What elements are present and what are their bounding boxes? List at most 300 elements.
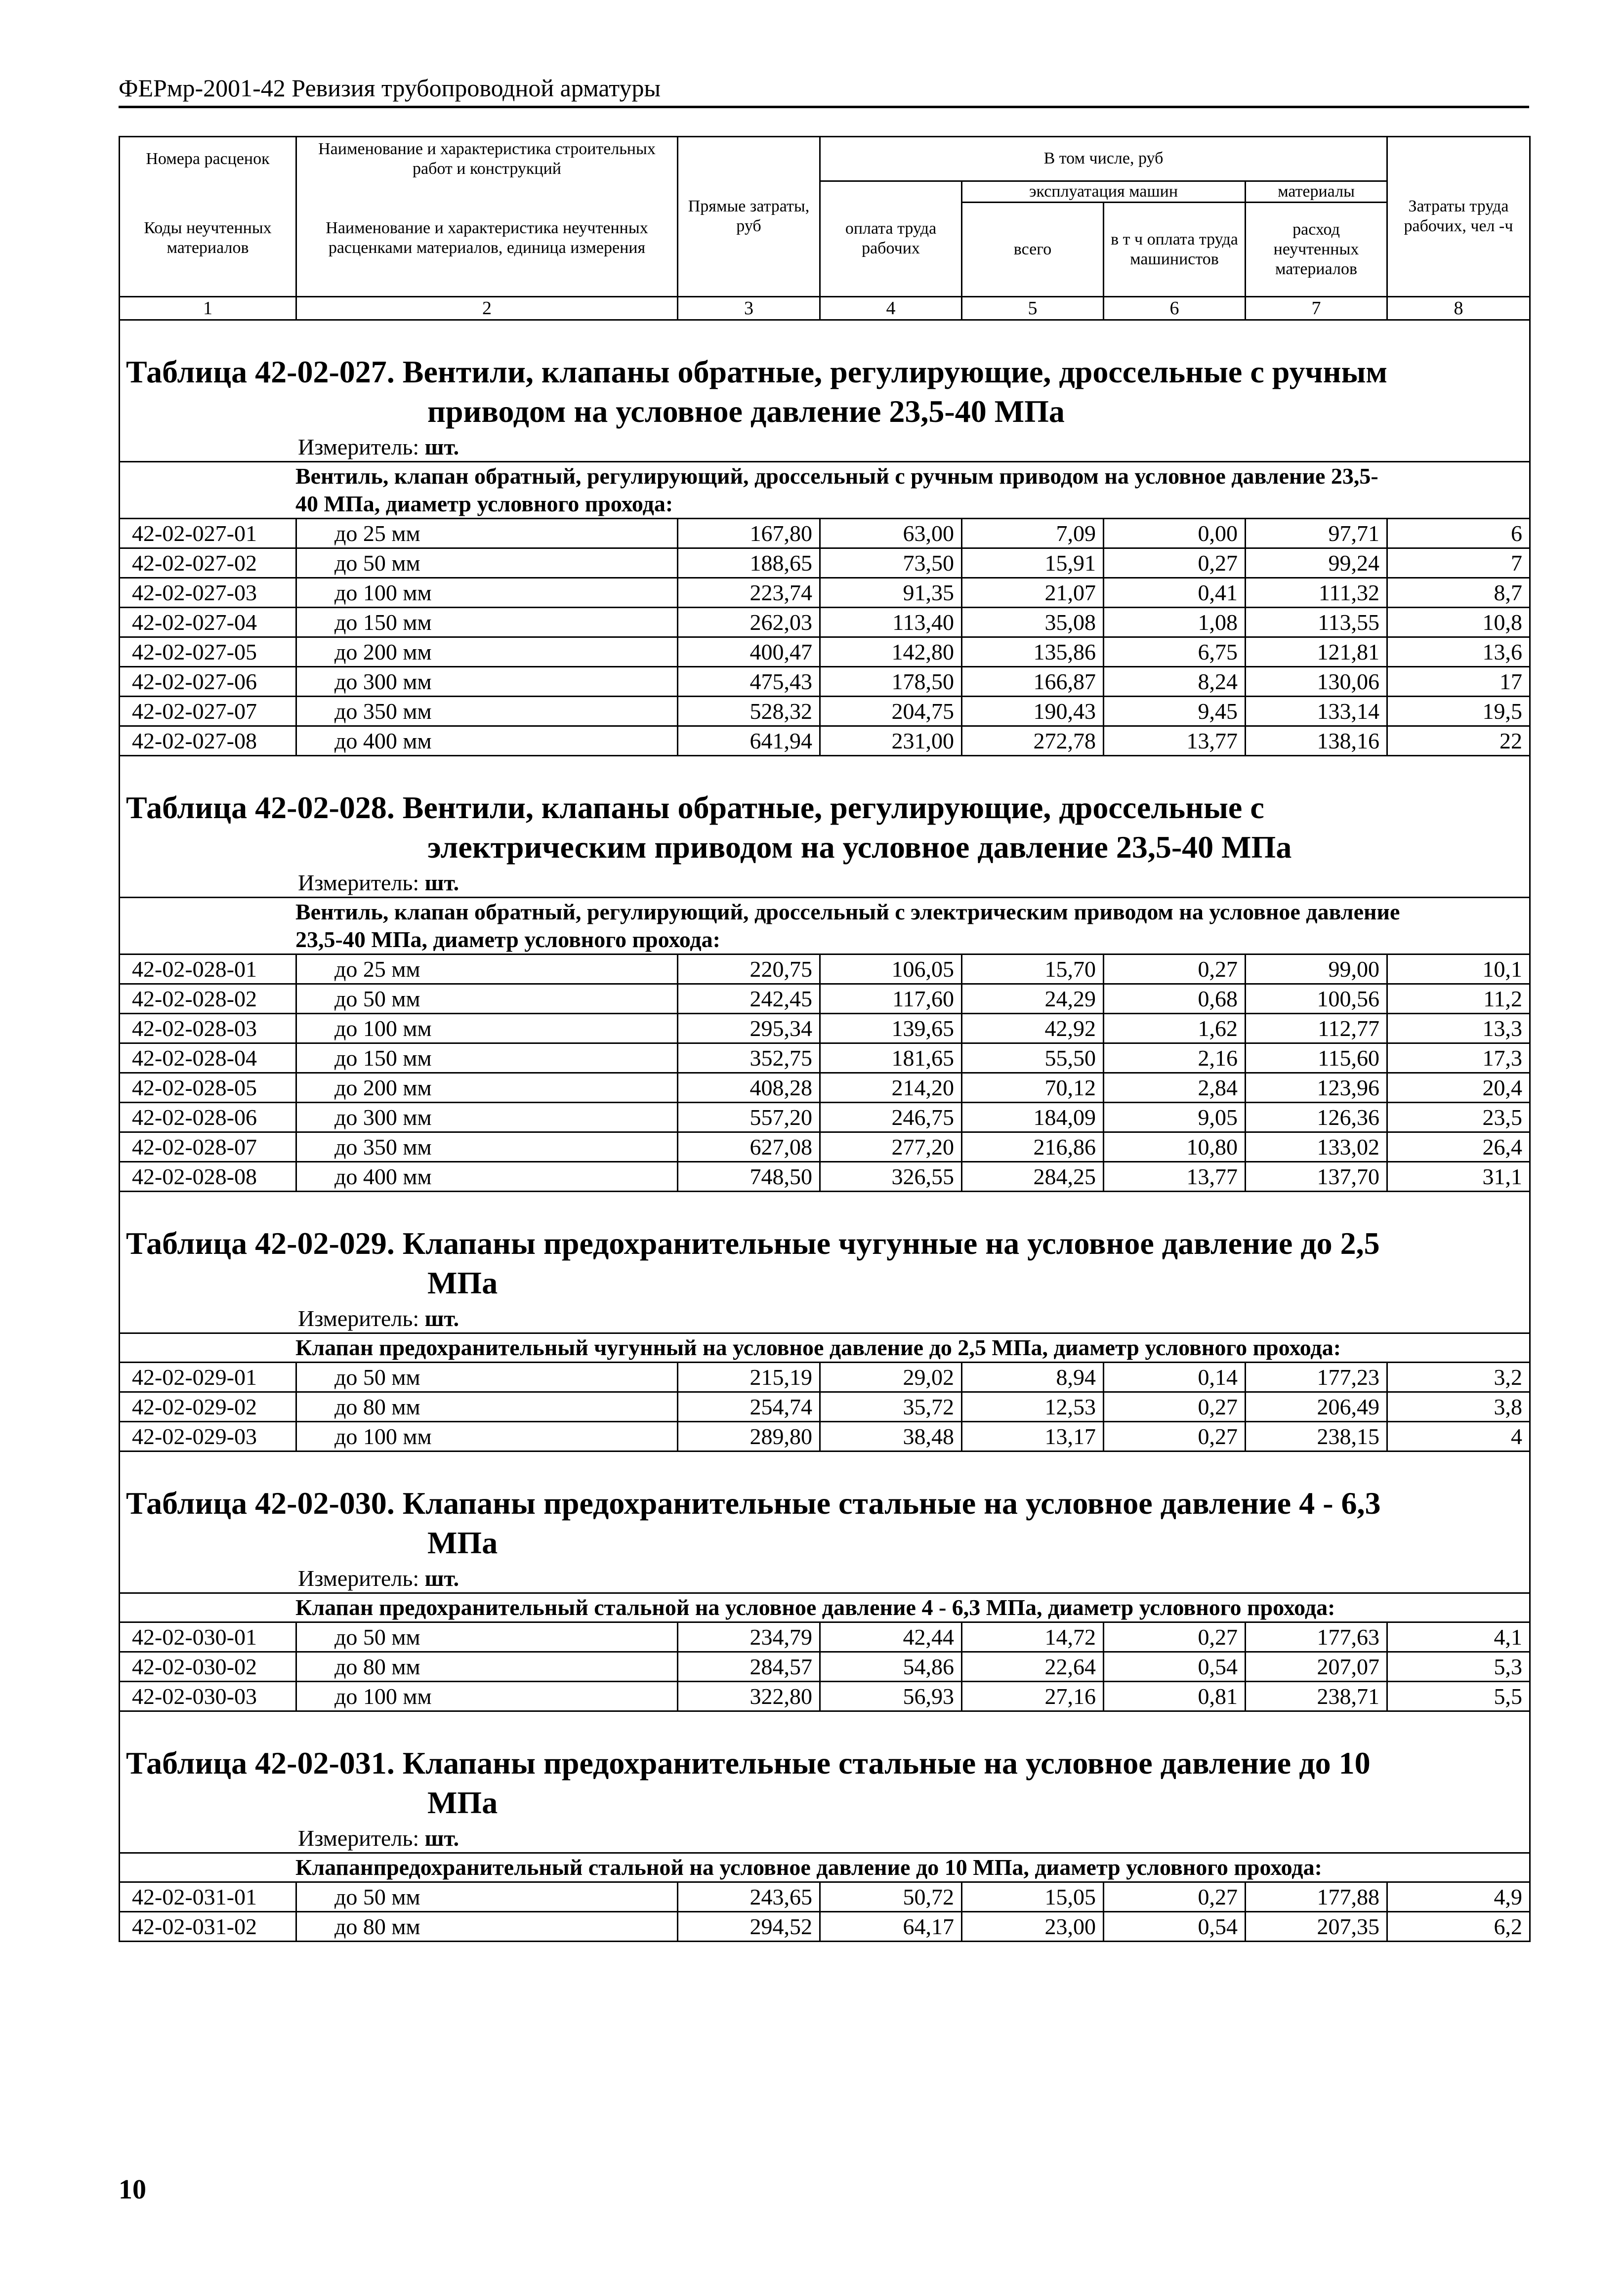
rate-code: 42-02-030-01 (120, 1622, 296, 1652)
rates-table (119, 136, 1531, 1942)
labor-hours: 11,2 (1387, 984, 1530, 1013)
materials-expense: 99,24 (1246, 548, 1387, 578)
table-row (120, 637, 1530, 666)
labor-pay: 54,86 (820, 1652, 962, 1681)
labor-hours: 5,3 (1387, 1652, 1530, 1681)
labor-hours: 17,3 (1387, 1043, 1530, 1073)
labor-pay: 42,44 (820, 1622, 962, 1652)
direct-costs: 748,50 (678, 1161, 820, 1191)
measure-cell (120, 1303, 1530, 1333)
section-gap (120, 1451, 1530, 1484)
labor-hours: 8,7 (1387, 578, 1530, 607)
description-line2: 23,5-40 МПа, диаметр условного прохода: (295, 926, 720, 952)
rate-name: до 300 мм (296, 666, 678, 696)
materials-expense: 177,63 (1246, 1622, 1387, 1652)
machinist-pay: 0,41 (1104, 578, 1246, 607)
table-title-cell (120, 788, 1530, 867)
direct-costs: 322,80 (678, 1681, 820, 1711)
table-row (120, 1882, 1530, 1911)
col-number: 4 (820, 296, 962, 320)
table-title-row (120, 1743, 1530, 1823)
table-row (120, 1652, 1530, 1681)
machines-total: 166,87 (962, 666, 1104, 696)
table-title-line1: Таблица 42-02-029. Клапаны предохранительные чугунные на условное давление до 2,5 (126, 1225, 1380, 1261)
materials-expense: 97,71 (1246, 518, 1387, 548)
rate-name: до 80 мм (296, 1911, 678, 1941)
table-title-line2: МПа (427, 1265, 498, 1300)
description-cell (120, 1853, 1530, 1882)
table-title-cell (120, 1743, 1530, 1823)
table-title-row (120, 788, 1530, 867)
measure-label: Измеритель: (298, 1305, 419, 1331)
labor-pay: 246,75 (820, 1102, 962, 1132)
materials-expense: 115,60 (1246, 1043, 1387, 1073)
header-total: всего (962, 202, 1104, 296)
description-cell (120, 1593, 1530, 1622)
direct-costs: 234,79 (678, 1622, 820, 1652)
labor-pay: 56,93 (820, 1681, 962, 1711)
machines-total: 13,17 (962, 1421, 1104, 1451)
measure-row (120, 1303, 1530, 1333)
rate-code: 42-02-027-01 (120, 518, 296, 548)
machinist-pay: 9,05 (1104, 1102, 1246, 1132)
labor-hours: 13,6 (1387, 637, 1530, 666)
description-row (120, 1853, 1530, 1882)
labor-pay: 38,48 (820, 1421, 962, 1451)
direct-costs: 557,20 (678, 1102, 820, 1132)
rate-code: 42-02-029-02 (120, 1392, 296, 1421)
direct-costs: 352,75 (678, 1043, 820, 1073)
rate-name: до 25 мм (296, 954, 678, 984)
table-row (120, 1622, 1530, 1652)
rate-name: до 150 мм (296, 607, 678, 637)
col-number: 5 (962, 296, 1104, 320)
rate-name: до 200 мм (296, 1073, 678, 1102)
measure-label: Измеритель: (298, 1825, 419, 1851)
machinist-pay: 10,80 (1104, 1132, 1246, 1161)
labor-hours: 4,1 (1387, 1622, 1530, 1652)
table-title-line2: приводом на условное давление 23,5-40 МПа (427, 393, 1065, 429)
labor-hours: 7 (1387, 548, 1530, 578)
table-row (120, 578, 1530, 607)
labor-hours: 31,1 (1387, 1161, 1530, 1191)
labor-pay: 178,50 (820, 666, 962, 696)
section-gap (120, 320, 1530, 352)
labor-hours: 17 (1387, 666, 1530, 696)
table-title-line2: электрическим приводом на условное давление 23,5-40 МПа (427, 829, 1292, 865)
machines-total: 15,70 (962, 954, 1104, 984)
measure-cell (120, 1823, 1530, 1853)
direct-costs: 242,45 (678, 984, 820, 1013)
labor-hours: 20,4 (1387, 1073, 1530, 1102)
machines-total: 184,09 (962, 1102, 1104, 1132)
measure-value: шт. (424, 1825, 459, 1851)
machinist-pay: 0,27 (1104, 1882, 1246, 1911)
rate-code: 42-02-029-03 (120, 1421, 296, 1451)
table-row (120, 696, 1530, 726)
rate-name: до 400 мм (296, 1161, 678, 1191)
machines-total: 190,43 (962, 696, 1104, 726)
rate-name: до 350 мм (296, 696, 678, 726)
measure-row (120, 867, 1530, 898)
header-labor: Затраты труда рабочих, чел -ч (1387, 137, 1530, 297)
direct-costs: 254,74 (678, 1392, 820, 1421)
machines-total: 55,50 (962, 1043, 1104, 1073)
rate-code: 42-02-028-04 (120, 1043, 296, 1073)
labor-hours: 4 (1387, 1421, 1530, 1451)
header-numbers-row (120, 296, 1530, 320)
direct-costs: 295,34 (678, 1013, 820, 1043)
rate-code: 42-02-028-07 (120, 1132, 296, 1161)
measure-label: Измеритель: (298, 434, 419, 459)
materials-expense: 126,36 (1246, 1102, 1387, 1132)
header-names-top: Наименование и характеристика строительных работ и конструкций (296, 137, 678, 181)
direct-costs: 627,08 (678, 1132, 820, 1161)
col-number: 1 (120, 296, 296, 320)
measure-cell (120, 867, 1530, 898)
direct-costs: 262,03 (678, 607, 820, 637)
measure-value: шт. (424, 1305, 459, 1331)
machines-total: 70,12 (962, 1073, 1104, 1102)
rate-name: до 50 мм (296, 984, 678, 1013)
measure-value: шт. (424, 1565, 459, 1591)
machinist-pay: 0,27 (1104, 1421, 1246, 1451)
header-machines: эксплуатация машин (962, 181, 1246, 202)
direct-costs: 294,52 (678, 1911, 820, 1941)
machines-total: 27,16 (962, 1681, 1104, 1711)
measure-label: Измеритель: (298, 1565, 419, 1591)
rate-name: до 25 мм (296, 518, 678, 548)
table-row (120, 1013, 1530, 1043)
materials-expense: 177,88 (1246, 1882, 1387, 1911)
direct-costs: 215,19 (678, 1362, 820, 1392)
table-title-cell (120, 352, 1530, 431)
rate-code: 42-02-028-06 (120, 1102, 296, 1132)
labor-pay: 106,05 (820, 954, 962, 984)
header-codes-top: Номера расценок (120, 137, 296, 181)
machines-total: 42,92 (962, 1013, 1104, 1043)
table-row (120, 1161, 1530, 1191)
header-rule (119, 106, 1529, 108)
machines-total: 15,05 (962, 1882, 1104, 1911)
materials-expense: 207,35 (1246, 1911, 1387, 1941)
table-row (120, 984, 1530, 1013)
rate-code: 42-02-027-06 (120, 666, 296, 696)
table-row (120, 1421, 1530, 1451)
machinist-pay: 0,27 (1104, 954, 1246, 984)
description-line1: Вентиль, клапан обратный, регулирующий, дроссельный с ручным приводом на условное давление 23,5- (295, 463, 1378, 489)
header-row-1 (120, 137, 1530, 181)
materials-expense: 121,81 (1246, 637, 1387, 666)
direct-costs: 284,57 (678, 1652, 820, 1681)
machinist-pay: 2,16 (1104, 1043, 1246, 1073)
labor-pay: 73,50 (820, 548, 962, 578)
machines-total: 216,86 (962, 1132, 1104, 1161)
direct-costs: 475,43 (678, 666, 820, 696)
labor-pay: 50,72 (820, 1882, 962, 1911)
labor-hours: 19,5 (1387, 696, 1530, 726)
measure-value: шт. (424, 434, 459, 459)
section-gap-cell (120, 1451, 1530, 1484)
description-cell (120, 461, 1530, 518)
machines-total: 23,00 (962, 1911, 1104, 1941)
running-header: ФЕРмр-2001-42 Ревизия трубопроводной арматуры (119, 74, 661, 102)
machinist-pay: 13,77 (1104, 726, 1246, 755)
table-title (126, 1484, 1529, 1563)
machinist-pay: 0,27 (1104, 1392, 1246, 1421)
direct-costs: 220,75 (678, 954, 820, 984)
materials-expense: 133,02 (1246, 1132, 1387, 1161)
rate-name: до 150 мм (296, 1043, 678, 1073)
section-gap (120, 1191, 1530, 1224)
table-row (120, 1911, 1530, 1941)
labor-hours: 22 (1387, 726, 1530, 755)
rate-name: до 400 мм (296, 726, 678, 755)
description-cell (120, 897, 1530, 954)
section-gap (120, 1711, 1530, 1743)
labor-pay: 326,55 (820, 1161, 962, 1191)
rate-name: до 100 мм (296, 1681, 678, 1711)
machines-total: 135,86 (962, 637, 1104, 666)
col-number: 3 (678, 296, 820, 320)
machinist-pay: 0,14 (1104, 1362, 1246, 1392)
rate-code: 42-02-031-01 (120, 1882, 296, 1911)
table-title-row (120, 1484, 1530, 1563)
col-number: 2 (296, 296, 678, 320)
machines-total: 14,72 (962, 1622, 1104, 1652)
table-title (126, 1743, 1529, 1823)
measure-row (120, 431, 1530, 462)
section-gap-cell (120, 755, 1530, 788)
labor-hours: 10,1 (1387, 954, 1530, 984)
table-title-row (120, 352, 1530, 431)
table-row (120, 1043, 1530, 1073)
table-row (120, 607, 1530, 637)
machines-total: 272,78 (962, 726, 1104, 755)
materials-expense: 137,70 (1246, 1161, 1387, 1191)
header-direct-costs: Прямые затраты, руб (678, 137, 820, 297)
materials-expense: 130,06 (1246, 666, 1387, 696)
labor-pay: 214,20 (820, 1073, 962, 1102)
table-row (120, 1392, 1530, 1421)
materials-expense: 133,14 (1246, 696, 1387, 726)
machinist-pay: 6,75 (1104, 637, 1246, 666)
machines-total: 7,09 (962, 518, 1104, 548)
section-gap-cell (120, 1711, 1530, 1743)
labor-pay: 63,00 (820, 518, 962, 548)
rate-code: 42-02-028-01 (120, 954, 296, 984)
rate-name: до 350 мм (296, 1132, 678, 1161)
labor-hours: 5,5 (1387, 1681, 1530, 1711)
rate-name: до 100 мм (296, 1013, 678, 1043)
table-row (120, 1102, 1530, 1132)
table-title (126, 352, 1529, 431)
table-title-cell (120, 1484, 1530, 1563)
machinist-pay: 0,54 (1104, 1911, 1246, 1941)
machinist-pay: 0,00 (1104, 518, 1246, 548)
table-title (126, 788, 1529, 867)
table-title-line2: МПа (427, 1525, 498, 1560)
machines-total: 284,25 (962, 1161, 1104, 1191)
table-title-line1: Таблица 42-02-031. Клапаны предохранительные стальные на условное давление до 10 (126, 1745, 1371, 1781)
rate-code: 42-02-030-02 (120, 1652, 296, 1681)
labor-pay: 139,65 (820, 1013, 962, 1043)
materials-expense: 177,23 (1246, 1362, 1387, 1392)
machines-total: 21,07 (962, 578, 1104, 607)
description-row (120, 897, 1530, 954)
rate-code: 42-02-028-05 (120, 1073, 296, 1102)
description-row (120, 1593, 1530, 1622)
machines-total: 8,94 (962, 1362, 1104, 1392)
labor-pay: 277,20 (820, 1132, 962, 1161)
header-row-2 (120, 181, 1530, 202)
direct-costs: 289,80 (678, 1421, 820, 1451)
machinist-pay: 9,45 (1104, 696, 1246, 726)
header-materials: материалы (1246, 181, 1387, 202)
direct-costs: 223,74 (678, 578, 820, 607)
materials-expense: 113,55 (1246, 607, 1387, 637)
table-title (126, 1224, 1529, 1303)
materials-expense: 123,96 (1246, 1073, 1387, 1102)
table-title-line1: Таблица 42-02-030. Клапаны предохранительные стальные на условное давление 4 - 6,3 (126, 1485, 1381, 1521)
labor-pay: 64,17 (820, 1911, 962, 1941)
table-row (120, 726, 1530, 755)
direct-costs: 641,94 (678, 726, 820, 755)
measure-label: Измеритель: (298, 870, 419, 895)
header-labor-pay: оплата труда рабочих (820, 181, 962, 296)
labor-pay: 35,72 (820, 1392, 962, 1421)
col-number: 7 (1246, 296, 1387, 320)
rate-name: до 80 мм (296, 1652, 678, 1681)
materials-expense: 112,77 (1246, 1013, 1387, 1043)
machinist-pay: 8,24 (1104, 666, 1246, 696)
table-title-row (120, 1224, 1530, 1303)
table-row (120, 1362, 1530, 1392)
labor-pay: 231,00 (820, 726, 962, 755)
rate-name: до 200 мм (296, 637, 678, 666)
materials-expense: 238,15 (1246, 1421, 1387, 1451)
description-line2: 40 МПа, диаметр условного прохода: (295, 491, 673, 516)
labor-hours: 23,5 (1387, 1102, 1530, 1132)
labor-hours: 13,3 (1387, 1013, 1530, 1043)
table-row (120, 666, 1530, 696)
machines-total: 12,53 (962, 1392, 1104, 1421)
rate-code: 42-02-028-08 (120, 1161, 296, 1191)
machinist-pay: 1,08 (1104, 607, 1246, 637)
machines-total: 22,64 (962, 1652, 1104, 1681)
header-incl-pay: в т ч оплата труда машинистов (1104, 202, 1246, 296)
section-gap-cell (120, 320, 1530, 352)
description-line1: Клапанпредохранительный стальной на условное давление до 10 МПа, диаметр условного прохода: (295, 1854, 1322, 1880)
header-codes-bottom: Коды неучтенных материалов (120, 181, 296, 296)
labor-pay: 29,02 (820, 1362, 962, 1392)
description-cell (120, 1333, 1530, 1362)
table-row (120, 1073, 1530, 1102)
rate-code: 42-02-027-07 (120, 696, 296, 726)
machinist-pay: 13,77 (1104, 1161, 1246, 1191)
machinist-pay: 0,68 (1104, 984, 1246, 1013)
rate-name: до 80 мм (296, 1392, 678, 1421)
machinist-pay: 2,84 (1104, 1073, 1246, 1102)
rate-name: до 300 мм (296, 1102, 678, 1132)
table-row (120, 518, 1530, 548)
materials-expense: 100,56 (1246, 984, 1387, 1013)
description-line1: Клапан предохранительный чугунный на условное давление до 2,5 МПа, диаметр условного прохода: (295, 1334, 1341, 1360)
section-gap (120, 755, 1530, 788)
description-row (120, 461, 1530, 518)
machines-total: 24,29 (962, 984, 1104, 1013)
header-names-bottom: Наименование и характеристика неучтенных расценками материалов, единица измерения (296, 181, 678, 296)
direct-costs: 243,65 (678, 1882, 820, 1911)
table-row (120, 1681, 1530, 1711)
rate-code: 42-02-027-08 (120, 726, 296, 755)
table-row (120, 548, 1530, 578)
rate-code: 42-02-027-02 (120, 548, 296, 578)
table-title-line1: Таблица 42-02-028. Вентили, клапаны обратные, регулирующие, дроссельные с (126, 789, 1264, 825)
labor-hours: 4,9 (1387, 1882, 1530, 1911)
rate-code: 42-02-029-01 (120, 1362, 296, 1392)
rate-code: 42-02-028-03 (120, 1013, 296, 1043)
materials-expense: 207,07 (1246, 1652, 1387, 1681)
labor-pay: 113,40 (820, 607, 962, 637)
labor-hours: 26,4 (1387, 1132, 1530, 1161)
labor-pay: 142,80 (820, 637, 962, 666)
measure-cell (120, 431, 1530, 462)
rate-name: до 50 мм (296, 548, 678, 578)
measure-value: шт. (424, 870, 459, 895)
labor-pay: 91,35 (820, 578, 962, 607)
rate-name: до 100 мм (296, 1421, 678, 1451)
direct-costs: 400,47 (678, 637, 820, 666)
labor-pay: 117,60 (820, 984, 962, 1013)
labor-hours: 3,2 (1387, 1362, 1530, 1392)
direct-costs: 167,80 (678, 518, 820, 548)
description-row (120, 1333, 1530, 1362)
materials-expense: 138,16 (1246, 726, 1387, 755)
rate-code: 42-02-031-02 (120, 1911, 296, 1941)
labor-pay: 204,75 (820, 696, 962, 726)
direct-costs: 528,32 (678, 696, 820, 726)
table-row (120, 1132, 1530, 1161)
machines-total: 35,08 (962, 607, 1104, 637)
rate-code: 42-02-027-04 (120, 607, 296, 637)
machinist-pay: 1,62 (1104, 1013, 1246, 1043)
materials-expense: 111,32 (1246, 578, 1387, 607)
page-number: 10 (119, 2174, 146, 2205)
rate-code: 42-02-030-03 (120, 1681, 296, 1711)
description-line1: Вентиль, клапан обратный, регулирующий, дроссельный с электрическим приводом на условное давление (295, 899, 1400, 924)
table-title-line1: Таблица 42-02-027. Вентили, клапаны обратные, регулирующие, дроссельные с ручным (126, 354, 1387, 389)
col-number: 8 (1387, 296, 1530, 320)
direct-costs: 188,65 (678, 548, 820, 578)
rate-code: 42-02-027-05 (120, 637, 296, 666)
section-gap-cell (120, 1191, 1530, 1224)
labor-pay: 181,65 (820, 1043, 962, 1073)
table-row (120, 954, 1530, 984)
labor-hours: 6 (1387, 518, 1530, 548)
rate-name: до 100 мм (296, 578, 678, 607)
machinist-pay: 0,81 (1104, 1681, 1246, 1711)
materials-expense: 206,49 (1246, 1392, 1387, 1421)
table-title-line2: МПа (427, 1784, 498, 1820)
direct-costs: 408,28 (678, 1073, 820, 1102)
description-line1: Клапан предохранительный стальной на условное давление 4 - 6,3 МПа, диаметр условного прохода: (295, 1594, 1335, 1620)
measure-row (120, 1563, 1530, 1593)
machinist-pay: 0,27 (1104, 548, 1246, 578)
machinist-pay: 0,27 (1104, 1622, 1246, 1652)
header-mat-expense: расход неучтенных материалов (1246, 202, 1387, 296)
materials-expense: 238,71 (1246, 1681, 1387, 1711)
